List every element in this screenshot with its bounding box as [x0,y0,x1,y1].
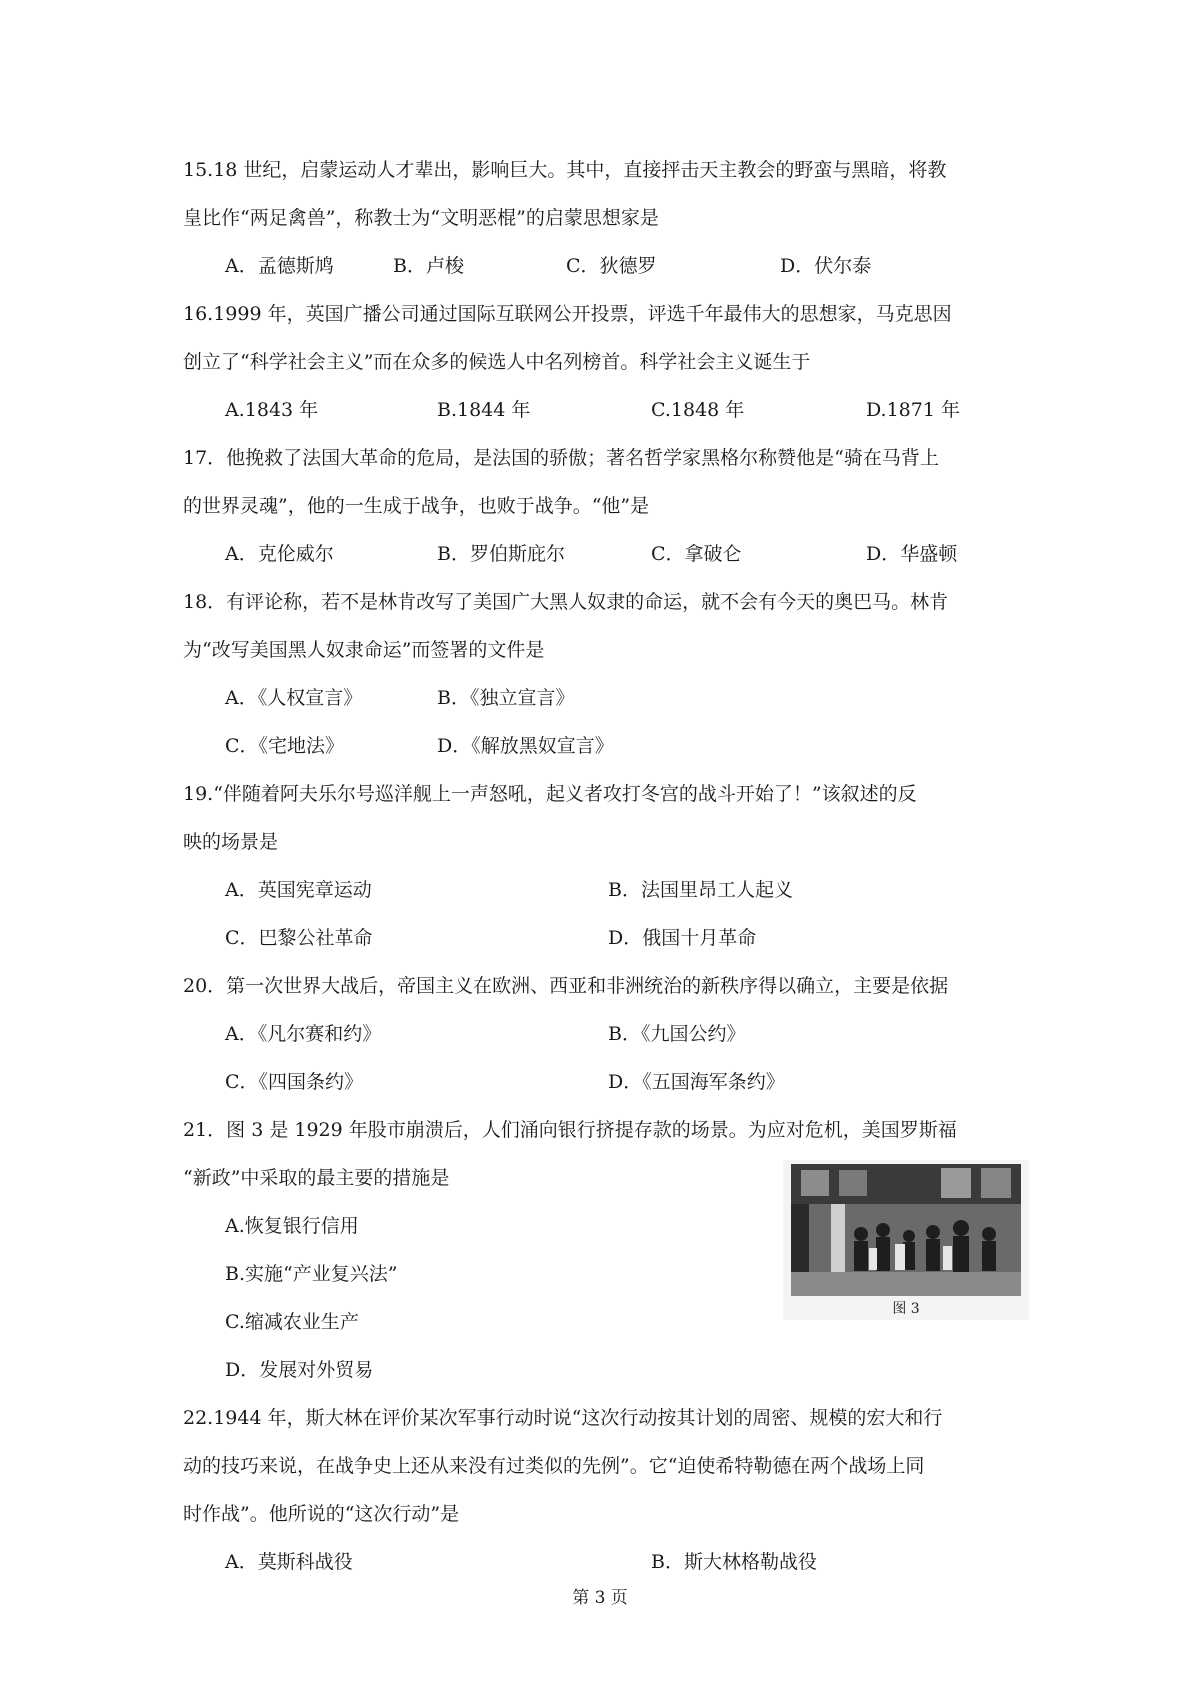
question-15-line-1: 15.18 世纪，启蒙运动人才辈出，影响巨大。其中，直接抨击天主教会的野蛮与黑暗，将教 [183,159,947,181]
question-16-option-b: B.1844 年 [437,399,531,421]
question-22-option-a: A．莫斯科战役 [225,1551,353,1573]
question-17-option-b: B．罗伯斯庇尔 [437,543,565,565]
question-16-line-1: 16.1999 年，英国广播公司通过国际互联网公开投票，评选千年最伟大的思想家，马克思因 [183,303,952,325]
question-15-option-b: B．卢梭 [393,255,464,277]
question-18-line-2: 为“改写美国黑人奴隶命运”而签署的文件是 [183,639,545,661]
question-21-option-a: A.恢复银行信用 [225,1215,359,1237]
question-15-option-a: A．孟德斯鸠 [225,255,334,277]
question-16-option-a: A.1843 年 [225,399,319,421]
figure-3 [783,1160,1029,1320]
question-17-option-c: C．拿破仑 [651,543,742,565]
question-18-option-d: D．《解放黑奴宣言》 [437,735,614,757]
question-18-option-c: C．《宅地法》 [225,735,345,757]
question-17-option-a: A．克伦威尔 [225,543,334,565]
question-22-line-2: 动的技巧来说，在战争史上还从来没有过类似的先例”。它“迫使希特勒德在两个战场上同 [183,1455,925,1477]
question-19-option-b: B．法国里昂工人起义 [608,879,793,901]
question-20-option-a: A．《凡尔赛和约》 [225,1023,382,1045]
question-17-option-d: D．华盛顿 [866,543,958,565]
question-21-option-c: C.缩减农业生产 [225,1311,359,1333]
figure-caption: 图 3 [892,1301,920,1317]
question-15-option-d: D．伏尔泰 [780,255,872,277]
question-21-line-1: 21．图 3 是 1929 年股市崩溃后，人们涌向银行挤提存款的场景。为应对危机，美国罗斯福 [183,1119,957,1141]
question-19-line-1: 19.“伴随着阿夫乐尔号巡洋舰上一声怒吼，起义者攻打冬宫的战斗开始了！”该叙述的反 [183,783,917,805]
question-18-option-b: B．《独立宣言》 [437,687,575,709]
question-20-option-b: B．《九国公约》 [608,1023,746,1045]
question-19-option-d: D．俄国十月革命 [608,927,757,949]
question-16-line-2: 创立了“科学社会主义”而在众多的候选人中名列榜首。科学社会主义诞生于 [183,351,811,373]
question-21-line-2: “新政”中采取的最主要的措施是 [183,1167,450,1189]
question-19-option-a: A．英国宪章运动 [225,879,372,901]
question-19-option-c: C．巴黎公社革命 [225,927,373,949]
question-18-line-1: 18．有评论称，若不是林肯改写了美国广大黑人奴隶的命运，就不会有今天的奥巴马。林肯 [183,591,949,613]
question-18-option-a: A．《人权宣言》 [225,687,363,709]
question-22-line-1: 22.1944 年，斯大林在评价某次军事行动时说“这次行动按其计划的周密、规模的宏大和行 [183,1407,943,1429]
question-15-option-c: C．狄德罗 [566,255,657,277]
question-21-option-b: B.实施“产业复兴法” [225,1263,398,1285]
page-number: 第 3 页 [572,1588,628,1608]
question-20-option-c: C．《四国条约》 [225,1071,364,1093]
question-20-option-d: D．《五国海军条约》 [608,1071,785,1093]
question-22-option-b: B．斯大林格勒战役 [651,1551,817,1573]
bank-run-photo [791,1164,1021,1296]
question-20-line-1: 20．第一次世界大战后，帝国主义在欧洲、西亚和非洲统治的新秩序得以确立，主要是依据 [183,975,949,997]
question-17-line-1: 17．他挽救了法国大革命的危局，是法国的骄傲；著名哲学家黑格尔称赞他是“骑在马背上 [183,447,939,469]
question-17-line-2: 的世界灵魂”，他的一生成于战争，也败于战争。“他”是 [183,495,650,517]
question-22-line-3: 时作战”。他所说的“这次行动”是 [183,1503,460,1525]
question-21-option-d: D．发展对外贸易 [225,1359,374,1381]
question-16-option-d: D.1871 年 [866,399,960,421]
question-16-option-c: C.1848 年 [651,399,745,421]
question-19-line-2: 映的场景是 [183,831,279,853]
question-15-line-2: 皇比作“两足禽兽”，称教士为“文明恶棍”的启蒙思想家是 [183,207,659,229]
